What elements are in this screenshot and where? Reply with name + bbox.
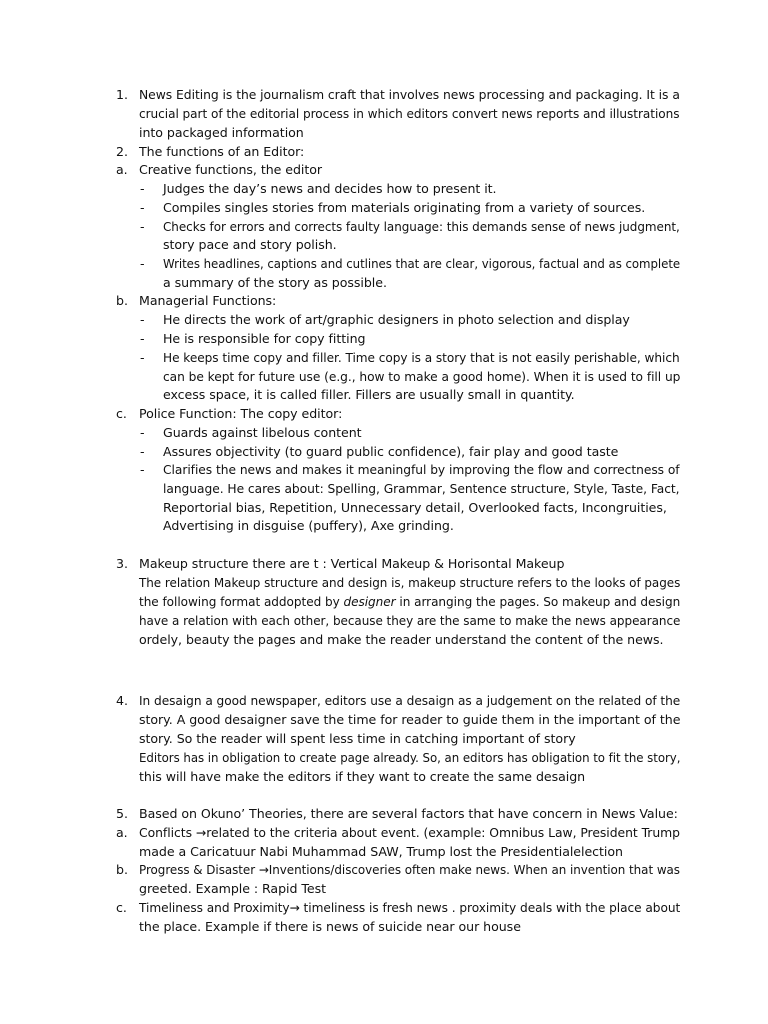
item4-line: In desaign a good newspaper, editors use a desaign as a judgement on the related of the <box>139 693 681 708</box>
bullet-dash: - <box>140 425 145 440</box>
bullet-text: He directs the work of art/graphic designers in photo selection and display <box>163 312 630 327</box>
list-number: 2. <box>116 144 128 159</box>
bullet-text: Checks for errors and corrects faulty language: this demands sense of news judgment, <box>163 219 680 234</box>
item2-heading: The functions of an Editor: <box>139 144 305 159</box>
bullet-text: can be kept for future use (e.g., how to make a good home). When it is used to fill up <box>163 369 681 384</box>
bullet-text: Guards against libelous content <box>163 425 362 440</box>
police-heading: Police Function: The copy editor: <box>139 406 343 421</box>
bullet-text: excess space, it is called filler. Fillers are usually small in quantity. <box>163 387 575 402</box>
bullet-dash: - <box>140 350 145 365</box>
item5-a-line: made a Caricatuur Nabi Muhammad SAW, Trump lost the Presidentialelection <box>139 844 623 859</box>
item4-line: story. So the reader will spent less time in catching important of story <box>139 731 576 746</box>
item4-line: this will have make the editors if they want to create the same desaign <box>139 769 586 784</box>
bullet-dash: - <box>140 181 145 196</box>
bullet-text: Reportorial bias, Repetition, Unnecessary detail, Overlooked facts, Incongruities, <box>163 500 667 515</box>
bullet-text: Judges the day’s news and decides how to present it. <box>163 181 497 196</box>
bullet-text: Assures objectivity (to guard public confidence), fair play and good taste <box>163 444 619 459</box>
bullet-text: a summary of the story as possible. <box>163 275 387 290</box>
item5-intro: Based on Okuno’ Theories, there are several factors that have concern in News Value: <box>139 806 678 821</box>
list-number: 1. <box>116 87 128 102</box>
bullet-dash: - <box>140 462 145 477</box>
item5-a-line: Conflicts →related to the criteria about event. (example: Omnibus Law, President Trump <box>139 825 680 840</box>
sub-letter: a. <box>116 162 128 177</box>
bullet-text: He is responsible for copy fitting <box>163 331 366 346</box>
creative-heading: Creative functions, the editor <box>139 162 323 177</box>
bullet-text: story pace and story polish. <box>163 237 337 252</box>
list-number: 3. <box>116 556 128 571</box>
sub-letter: b. <box>116 293 128 308</box>
item3-line: The relation Makeup structure and design is, makeup structure refers to the looks of pages <box>139 575 681 590</box>
bullet-text: Writes headlines, captions and cutlines that are clear, vigorous, factual and as complete <box>163 256 681 271</box>
bullet-text: Clarifies the news and makes it meaningful by improving the flow and correctness of <box>163 462 680 477</box>
item1-line: crucial part of the editorial process in which editors convert news reports and illustrations <box>139 106 680 121</box>
item1-line: into packaged information <box>139 125 304 140</box>
item5-b-line: Progress & Disaster →Inventions/discoveries often make news. When an invention that was <box>139 862 680 877</box>
bullet-dash: - <box>140 219 145 234</box>
item1-line: News Editing is the journalism craft that involves news processing and packaging. It is a <box>139 87 680 102</box>
bullet-text: Advertising in disguise (puffery), Axe grinding. <box>163 518 454 533</box>
bullet-dash: - <box>140 256 145 271</box>
item4-line: story. A good desaigner save the time for reader to guide them in the important of the <box>139 712 681 727</box>
item5-b-line: greeted. Example : Rapid Test <box>139 881 326 896</box>
item3-italic-word: designer <box>343 594 396 609</box>
bullet-dash: - <box>140 200 145 215</box>
sub-letter: c. <box>116 406 127 421</box>
list-number: 5. <box>116 806 128 821</box>
item5-c-line: Timeliness and Proximity→ timeliness is fresh news . proximity deals with the place about <box>139 900 681 915</box>
managerial-heading: Managerial Functions: <box>139 293 277 308</box>
item3-line: have a relation with each other, because they are the same to make the news appearance <box>139 613 681 628</box>
bullet-text: He keeps time copy and filler. Time copy is a story that is not easily perishable, which <box>163 350 680 365</box>
item3-line: Makeup structure there are t : Vertical Makeup & Horisontal Makeup <box>139 556 565 571</box>
sub-letter: b. <box>116 862 128 877</box>
item3-line: ordely, beauty the pages and make the reader understand the content of the news. <box>139 632 664 647</box>
bullet-text: language. He cares about: Spelling, Grammar, Sentence structure, Style, Taste, Fact, <box>163 481 680 496</box>
list-number: 4. <box>116 693 128 708</box>
sub-letter: c. <box>116 900 127 915</box>
bullet-dash: - <box>140 312 145 327</box>
item3-text: the following format addopted by <box>139 594 344 609</box>
item5-c-line: the place. Example if there is news of suicide near our house <box>139 919 521 934</box>
item3-text: in arranging the pages. So makeup and design <box>395 594 681 609</box>
bullet-dash: - <box>140 331 145 346</box>
item4-line: Editors has in obligation to create page already. So, an editors has obligation to fit the story, <box>139 750 681 765</box>
item3-line <box>139 593 680 611</box>
bullet-dash: - <box>140 444 145 459</box>
bullet-text: Compiles singles stories from materials originating from a variety of sources. <box>163 200 646 215</box>
sub-letter: a. <box>116 825 128 840</box>
